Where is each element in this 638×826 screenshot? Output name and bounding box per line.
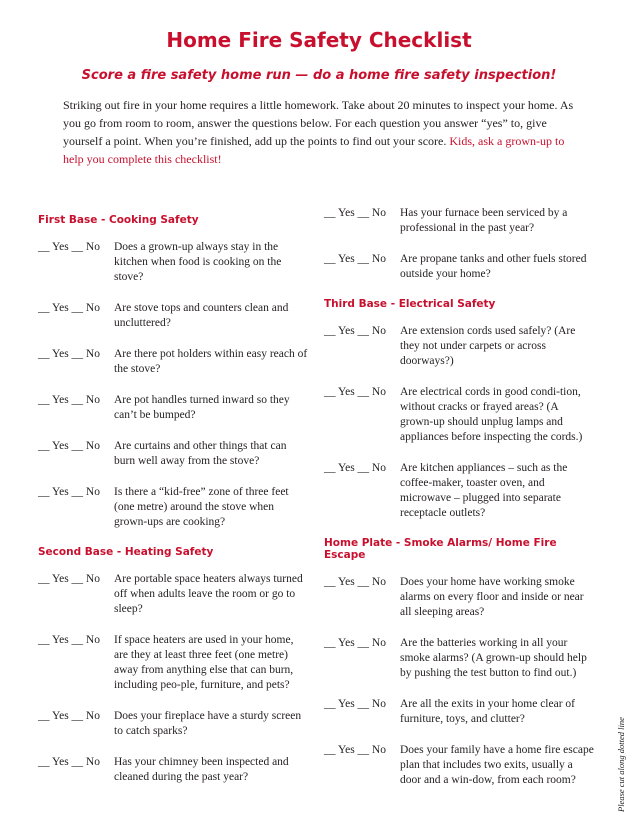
checklist-item [38,393,308,423]
yes-no-blank: __ Yes __ No [324,576,386,588]
question-text: Are propane tanks and other fuels stored outside your home? [400,253,587,280]
section-heading-third-base: Third Base - Electrical Safety [324,298,496,310]
yes-no-blank: __ Yes __ No [38,756,100,768]
question-text: Are pot handles turned inward so they can’t be bumped? [114,394,290,421]
question-text: Does your fireplace have a sturdy screen to catch sparks? [114,710,302,737]
question-text: Does a grown-up always stay in the kitchen when food is cooking on the stove? [114,241,282,283]
checklist-item [38,709,308,739]
question-text: Are there pot holders within easy reach of the stove? [114,348,308,375]
yes-no-blank: __ Yes __ No [324,637,386,649]
intro-paragraph [63,96,579,168]
yes-no-blank: __ Yes __ No [38,440,100,452]
checklist-item [38,572,308,617]
checklist-item [38,485,308,530]
question-text: Does your family have a home fire escape plan that includes two exits, usually a door and a win-dow, from each room? [400,744,594,786]
question-text: Are curtains and other things that can burn well away from the stove? [114,440,287,467]
left-column [38,206,308,801]
question-text: Are extension cords used safely? (Are they not under carpets or across doorways?) [400,325,576,367]
yes-no-blank: __ Yes __ No [324,386,386,398]
checklist-item [324,743,594,788]
yes-no-blank: __ Yes __ No [38,634,100,646]
question-text: Are kitchen appliances – such as the coffee-maker, toaster oven, and microwave – plugged into separate receptacle outlets? [400,462,568,519]
section-heading-second-base: Second Base - Heating Safety [38,546,214,558]
checklist-item [324,697,594,727]
checklist-item [38,240,308,285]
intro-text: Striking out fire in your home requires a little homework. Take about 20 minutes to inspect your home. As you go from room to room, answer the questions below. For each question you answer “yes” to, give yourself a point. When you’re finished, add up the points to find out your score. [63,98,574,148]
yes-no-blank: __ Yes __ No [324,698,386,710]
checklist-item [38,755,308,785]
question-text: Are all the exits in your home clear of furniture, toys, and clutter? [400,698,575,725]
question-text: Has your chimney been inspected and cleaned during the past year? [114,756,289,783]
yes-no-blank: __ Yes __ No [38,348,100,360]
section-heading-home-plate: Home Plate - Smoke Alarms/ Home Fire Escape [324,537,557,561]
checklist-item [38,633,308,693]
yes-no-blank: __ Yes __ No [38,486,100,498]
yes-no-blank: __ Yes __ No [38,241,100,253]
question-text: Are the batteries working in all your smoke alarms? (A grown-up should help by pushing the test button to find out.) [400,637,587,679]
checklist-item [38,301,308,331]
checklist-item [324,461,594,521]
question-text: If space heaters are used in your home, are they at least three feet (one metre) away from anything else that can burn, including peo-ple, furniture, and pets? [114,634,294,691]
yes-no-blank: __ Yes __ No [38,394,100,406]
yes-no-blank: __ Yes __ No [38,302,100,314]
checklist-item [324,252,594,282]
question-text: Are stove tops and counters clean and uncluttered? [114,302,289,329]
section-heading-first-base: First Base - Cooking Safety [38,214,199,226]
checklist-item [38,439,308,469]
cut-line-note: Please cut along dotted line [616,717,626,812]
checklist-item [324,206,594,236]
question-text: Does your home have working smoke alarms on every floor and inside or near all sleeping areas? [400,576,584,618]
yes-no-blank: __ Yes __ No [38,573,100,585]
checklist-item [324,575,594,620]
page-title: Home Fire Safety Checklist [166,28,472,52]
yes-no-blank: __ Yes __ No [324,207,386,219]
page-subtitle: Score a fire safety home run — do a home fire safety inspection! [81,68,557,83]
question-text: Are portable space heaters always turned off when adults leave the room or go to sleep? [114,573,303,615]
yes-no-blank: __ Yes __ No [324,253,386,265]
question-text: Are electrical cords in good condi-tion, without cracks or frayed areas? (A grown-up should unplug lamps and appliances before inspecting the cords.) [400,386,583,443]
question-text: Is there a “kid-free” zone of three feet (one metre) around the stove when grown-ups are cooking? [114,486,289,528]
yes-no-blank: __ Yes __ No [38,710,100,722]
yes-no-blank: __ Yes __ No [324,744,386,756]
checklist-item [324,324,594,369]
checklist-item [38,347,308,377]
right-column [324,206,594,804]
checklist-item [324,385,594,445]
yes-no-blank: __ Yes __ No [324,325,386,337]
checklist-item [324,636,594,681]
yes-no-blank: __ Yes __ No [324,462,386,474]
question-text: Has your furnace been serviced by a professional in the past year? [400,207,568,234]
intro-kids-note: Kids, ask a grown-up to help you complete this checklist! [63,134,565,166]
